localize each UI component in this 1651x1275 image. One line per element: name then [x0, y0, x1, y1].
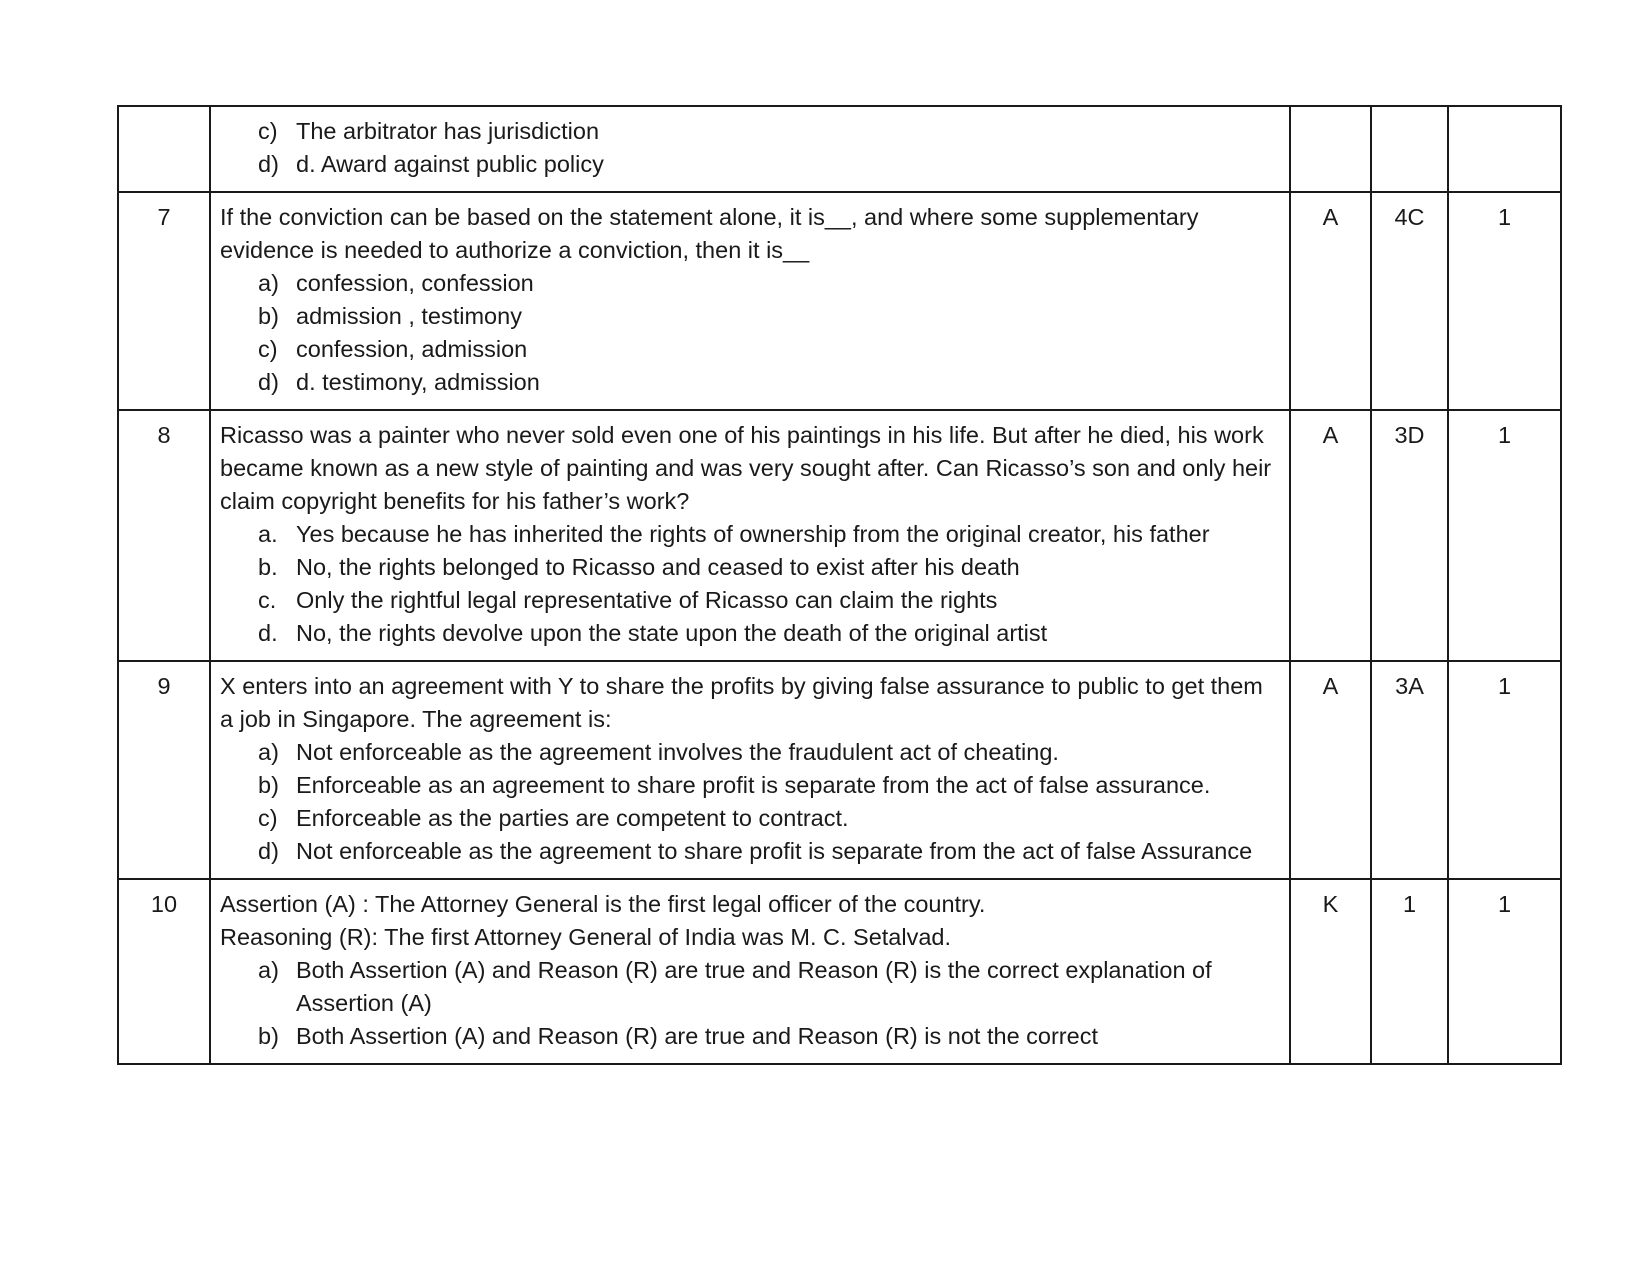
option-list [220, 267, 1280, 399]
code-cell: 4C [1371, 192, 1448, 410]
level-cell: A [1290, 192, 1371, 410]
marks-cell: 1 [1448, 410, 1561, 661]
option-item: d) Not enforceable as the agreement to share profit is separate from the act of false Assurance [258, 838, 1253, 864]
option-item: c) confession, admission [258, 336, 528, 362]
question-number [118, 106, 210, 192]
question-text: X enters into an agreement with Y to share the profits by giving false assurance to public to get them a job in Singapore. The agreement is: [220, 673, 1263, 732]
option-list [220, 736, 1280, 868]
question-number: 9 [118, 661, 210, 879]
level-cell: K [1290, 879, 1371, 1064]
table-row [118, 661, 1561, 879]
code-cell: 3D [1371, 410, 1448, 661]
question-number: 7 [118, 192, 210, 410]
code-cell [1371, 106, 1448, 192]
option-item: d) d. Award against public policy [258, 151, 604, 177]
marks-cell: 1 [1448, 879, 1561, 1064]
option-item: a) Both Assertion (A) and Reason (R) are true and Reason (R) is the correct explanation of Assertion (A) [258, 957, 1212, 1016]
question-cell [210, 410, 1290, 661]
question-cell [210, 192, 1290, 410]
assertion-text: Assertion (A) : The Attorney General is the first legal officer of the country. [220, 891, 986, 917]
option-item: d. No, the rights devolve upon the state upon the death of the original artist [258, 620, 1048, 646]
code-cell: 1 [1371, 879, 1448, 1064]
question-text: If the conviction can be based on the statement alone, it is__, and where some supplementary evidence is needed to authorize a conviction, then it is__ [220, 204, 1199, 263]
option-item: a) confession, confession [258, 270, 534, 296]
option-list [220, 115, 1280, 181]
question-table [117, 105, 1562, 1065]
question-number: 8 [118, 410, 210, 661]
option-list [220, 954, 1280, 1053]
table-row [118, 879, 1561, 1064]
table-row [118, 192, 1561, 410]
reasoning-text: Reasoning (R): The first Attorney General of India was M. C. Setalvad. [220, 924, 952, 950]
option-item: a. Yes because he has inherited the rights of ownership from the original creator, his father [258, 521, 1210, 547]
marks-cell: 1 [1448, 661, 1561, 879]
code-cell: 3A [1371, 661, 1448, 879]
level-cell [1290, 106, 1371, 192]
option-item: b. No, the rights belonged to Ricasso and ceased to exist after his death [258, 554, 1020, 580]
option-item: b) Both Assertion (A) and Reason (R) are true and Reason (R) is not the correct [258, 1023, 1098, 1049]
question-cell [210, 879, 1290, 1064]
marks-cell [1448, 106, 1561, 192]
table-row [118, 106, 1561, 192]
option-item: b) Enforceable as an agreement to share profit is separate from the act of false assurance. [258, 772, 1211, 798]
option-list [220, 518, 1280, 650]
option-item: d) d. testimony, admission [258, 369, 540, 395]
option-item: b) admission , testimony [258, 303, 522, 329]
level-cell: A [1290, 661, 1371, 879]
question-cell [210, 106, 1290, 192]
question-cell [210, 661, 1290, 879]
option-item: c. Only the rightful legal representative of Ricasso can claim the rights [258, 587, 998, 613]
option-item: c) The arbitrator has jurisdiction [258, 118, 600, 144]
level-cell: A [1290, 410, 1371, 661]
table-row [118, 410, 1561, 661]
question-text: Ricasso was a painter who never sold even one of his paintings in his life. But after he died, his work became known as a new style of painting and was very sought after. Can Ricasso’s son and only heir claim copyright benefits for his father’s work? [220, 422, 1272, 514]
question-number: 10 [118, 879, 210, 1064]
option-item: c) Enforceable as the parties are competent to contract. [258, 805, 849, 831]
option-item: a) Not enforceable as the agreement involves the fraudulent act of cheating. [258, 739, 1059, 765]
marks-cell: 1 [1448, 192, 1561, 410]
